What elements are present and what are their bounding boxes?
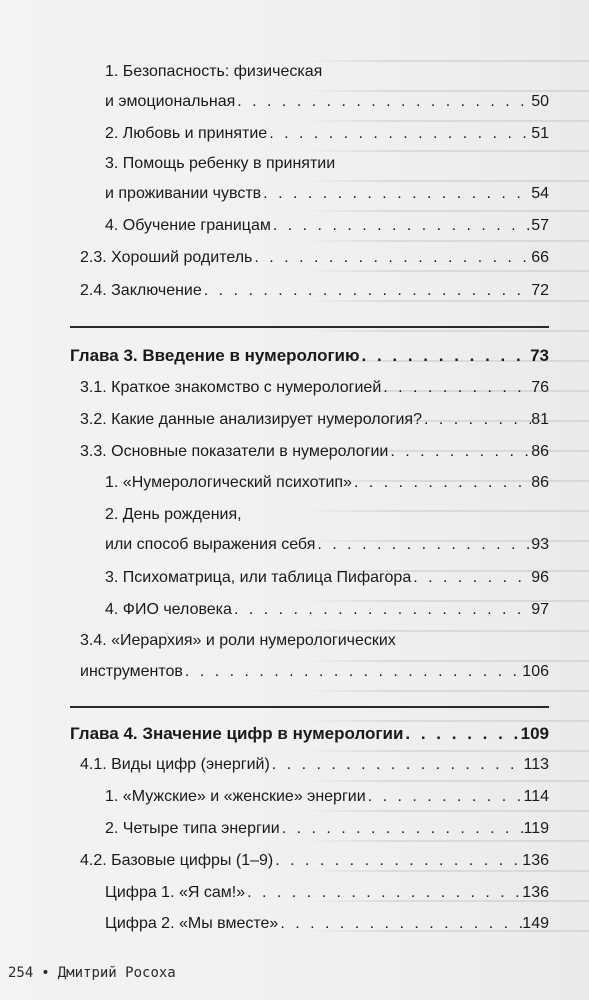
dot-leader [388, 440, 531, 464]
dot-leader [270, 753, 524, 777]
toc-entry-title: Цифра 2. «Мы вместе» [105, 915, 279, 932]
dot-leader [403, 722, 520, 746]
footer-bullet: • [41, 965, 50, 981]
toc-entry [105, 122, 549, 146]
dot-leader [202, 279, 531, 303]
dot-leader [252, 246, 531, 270]
toc-entry-title: 4.1. Виды цифр (энергий) [80, 756, 270, 773]
toc-page-number: 86 [531, 474, 549, 491]
toc-entry [105, 533, 549, 557]
toc-page-number: 93 [531, 536, 549, 553]
toc-page-number: 96 [531, 569, 549, 586]
dot-leader [381, 376, 531, 400]
toc-entry [105, 598, 549, 622]
toc-page-number: 106 [522, 663, 549, 680]
dot-leader [232, 598, 531, 622]
toc-entry [80, 660, 549, 684]
toc-entry [105, 90, 549, 114]
dot-leader [183, 660, 522, 684]
toc-page-number: 73 [530, 346, 549, 365]
dot-leader [267, 122, 531, 146]
toc-entry-title: 3.1. Краткое знакомство с нумерологией [80, 379, 382, 396]
toc-page-number: 136 [522, 884, 549, 901]
toc-entry [105, 182, 549, 206]
toc-entry-title: 3. Помощь ребенку в принятии [105, 155, 336, 172]
toc-page-number: 114 [523, 788, 549, 805]
toc-entry [80, 753, 549, 777]
toc-entry-title: и эмоциональная [105, 93, 236, 110]
dot-leader [315, 533, 531, 557]
dot-leader [261, 182, 531, 206]
toc-entry [80, 408, 549, 432]
toc-page-number: 57 [531, 217, 549, 234]
dot-leader [273, 849, 522, 873]
toc-entry-title: инструментов [80, 663, 183, 680]
toc-entry [105, 152, 335, 176]
toc-entry-title: 1. Безопасность: физическая [105, 63, 323, 80]
toc-entry-title: Цифра 1. «Я сам!» [105, 884, 246, 901]
toc-page-number: 86 [531, 443, 549, 460]
toc-page-number: 109 [520, 724, 549, 743]
dot-leader [422, 408, 531, 432]
toc-page-number: 97 [531, 601, 549, 618]
toc-entry [80, 849, 549, 873]
toc-entry-title: 2. День рождения, [105, 506, 242, 523]
toc-entry-title: 2. Любовь и принятие [105, 125, 268, 142]
footer-author: Дмитрий Росоха [57, 965, 176, 981]
toc-entry-title: 4. ФИО человека [105, 601, 232, 618]
toc-entry-title: 2.3. Хороший родитель [80, 249, 253, 266]
dot-leader [271, 214, 531, 238]
toc-entry-title: Глава 3. Введение в нумерологию [70, 346, 360, 365]
page-footer [8, 964, 176, 982]
toc-entry-title: или способ выражения себя [105, 536, 316, 553]
toc-entry [80, 376, 549, 400]
toc-entry [105, 214, 549, 238]
dot-leader [411, 566, 531, 590]
toc-chapter-entry [70, 344, 549, 368]
chapter-divider [70, 326, 549, 328]
toc-page-number: 66 [531, 249, 549, 266]
toc-page-number: 81 [531, 411, 549, 428]
toc-entry [105, 60, 322, 84]
toc-page-number: 136 [522, 852, 549, 869]
toc-entry [80, 440, 549, 464]
toc-entry-title: 2. Четыре типа энергии [105, 820, 280, 837]
toc-entry [105, 785, 549, 809]
toc-page-number: 119 [523, 820, 549, 837]
dot-leader [280, 817, 524, 841]
toc-page-number: 149 [522, 915, 549, 932]
toc-entry-title: и проживании чувств [105, 185, 262, 202]
toc-entry-title: 3.2. Какие данные анализирует нумерология? [80, 411, 422, 428]
toc-entry [105, 881, 549, 905]
toc-entry [105, 912, 549, 936]
toc-entry [105, 471, 549, 495]
toc-entry [80, 246, 549, 270]
toc-page-number: 72 [531, 282, 549, 299]
toc-entry-title: 1. «Нумерологический психотип» [105, 474, 352, 491]
toc-entry-title: 1. «Мужские» и «женские» энергии [105, 788, 366, 805]
toc-entry [80, 629, 396, 653]
dot-leader [235, 90, 531, 114]
dot-leader [366, 785, 524, 809]
dot-leader [352, 471, 531, 495]
dot-leader [360, 344, 531, 368]
dot-leader [245, 881, 522, 905]
toc-entry-title: 4. Обучение границам [105, 217, 271, 234]
toc-entry-title: Глава 4. Значение цифр в нумерологии [70, 724, 404, 743]
toc-entry [105, 817, 549, 841]
toc-entry [80, 279, 549, 303]
toc-entry-title: 2.4. Заключение [80, 282, 202, 299]
toc-entry [105, 566, 549, 590]
toc-entry-title: 3.3. Основные показатели в нумерологии [80, 443, 389, 460]
footer-page-number: 254 [8, 965, 34, 981]
toc-page-number: 50 [531, 93, 549, 110]
toc-page-number: 76 [531, 379, 549, 396]
toc-entry [105, 503, 242, 527]
toc-entry-title: 3.4. «Иерархия» и роли нумерологических [80, 632, 396, 649]
toc-entry-title: 3. Психоматрица, или таблица Пифагора [105, 569, 412, 586]
dot-leader [278, 912, 522, 936]
toc-page-number: 113 [523, 756, 549, 773]
toc-entry-title: 4.2. Базовые цифры (1–9) [80, 852, 274, 869]
chapter-divider [70, 706, 549, 708]
toc-page-number: 51 [531, 125, 549, 142]
toc-page-number: 54 [531, 185, 549, 202]
toc-chapter-entry [70, 722, 549, 746]
